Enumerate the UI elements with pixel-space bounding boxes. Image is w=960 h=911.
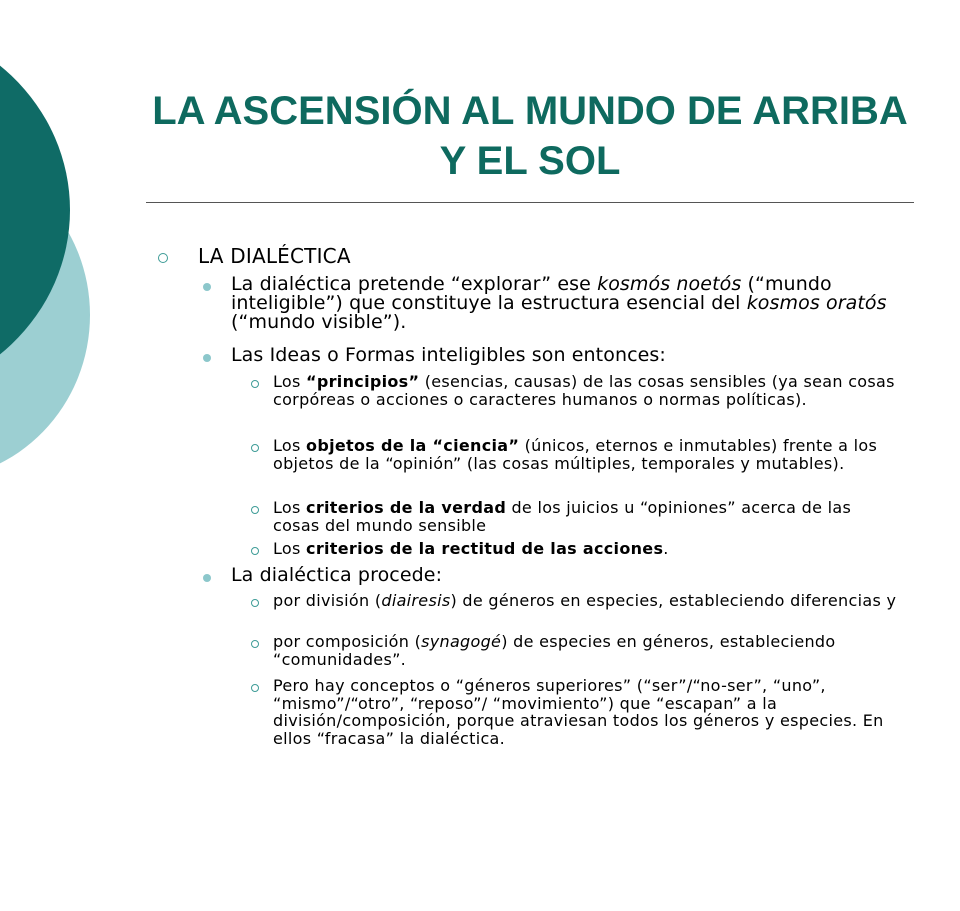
dot-bullet-icon [203, 574, 211, 582]
sub-bullet-icon [251, 640, 259, 648]
text-run: Los [273, 498, 307, 517]
italic-term: diairesis [381, 591, 451, 610]
bold-term: criterios de la verdad [306, 498, 507, 517]
text-run: Los [273, 539, 307, 558]
sub-bullet-icon [251, 684, 259, 692]
bold-term: criterios de la rectitud de las acciones [306, 539, 664, 558]
title-divider [146, 202, 914, 203]
list-item [273, 592, 903, 610]
text-run: Los [273, 436, 307, 455]
text-run: Los [273, 372, 307, 391]
text-run: por composición ( [273, 632, 422, 651]
list-item [273, 540, 903, 558]
list-item [273, 677, 903, 747]
text-run: Pero hay conceptos o “géneros superiores” (“ser”/“no-ser”, “uno”, “mismo”/“otro”, “reposo”/ “movimiento”) que “escapan” a la división/composición, porque atraviesan todos los géneros y especies. En ellos “fracasa” la dialéctica. [273, 676, 884, 748]
section-bullet-icon [158, 253, 168, 263]
text-run: . [663, 539, 669, 558]
sub-bullet-icon [251, 506, 259, 514]
text-run: (esencias, causas) de las cosas sensibles (ya sean cosas corpóreas o acciones o caracteres humanos o normas políticas). [273, 372, 895, 409]
slide-title: LA ASCENSIÓN AL MUNDO DE ARRIBA Y EL SOL [152, 89, 908, 183]
dot-bullet-icon [203, 354, 211, 362]
text-run: La dialéctica pretende “explorar” ese [231, 273, 598, 295]
sub-bullet-icon [251, 444, 259, 452]
sub-bullet-icon [251, 547, 259, 555]
text-run: (únicos, eternos e inmutables) frente a los objetos de la “opinión” (las cosas múltiples, temporales y mutables). [273, 436, 878, 473]
list-item [273, 633, 903, 668]
sub-bullet-icon [251, 380, 259, 388]
italic-term: kosmos oratós [746, 292, 887, 314]
text-run: por división ( [273, 591, 382, 610]
dot-bullet-icon [203, 283, 211, 291]
paragraph-ideas-intro: Las Ideas o Formas inteligibles son entonces: [231, 344, 666, 366]
list-item [273, 499, 903, 534]
list-item [273, 437, 903, 472]
section-heading: LA DIALÉCTICA [198, 244, 351, 268]
list-item [273, 373, 903, 408]
text-run: (“mundo visible”). [231, 311, 407, 333]
sub-bullet-icon [251, 599, 259, 607]
italic-term: kosmós noetós [597, 273, 742, 295]
italic-term: synagogé [421, 632, 502, 651]
text-run: de los juicios u “opiniones” acerca de las cosas del mundo sensible [273, 498, 852, 535]
bold-term: objetos de la “ciencia” [306, 436, 520, 455]
bold-term: “principios” [306, 372, 420, 391]
text-run: ) de especies en géneros, estableciendo “comunidades”. [273, 632, 836, 669]
paragraph-dialectic-purpose [231, 275, 903, 332]
text-run: ) de géneros en especies, estableciendo diferencias y [450, 591, 897, 610]
paragraph-dialectic-method: La dialéctica procede: [231, 564, 443, 586]
text-run: (“mundo inteligible”) que constituye la estructura esencial del [231, 273, 832, 314]
